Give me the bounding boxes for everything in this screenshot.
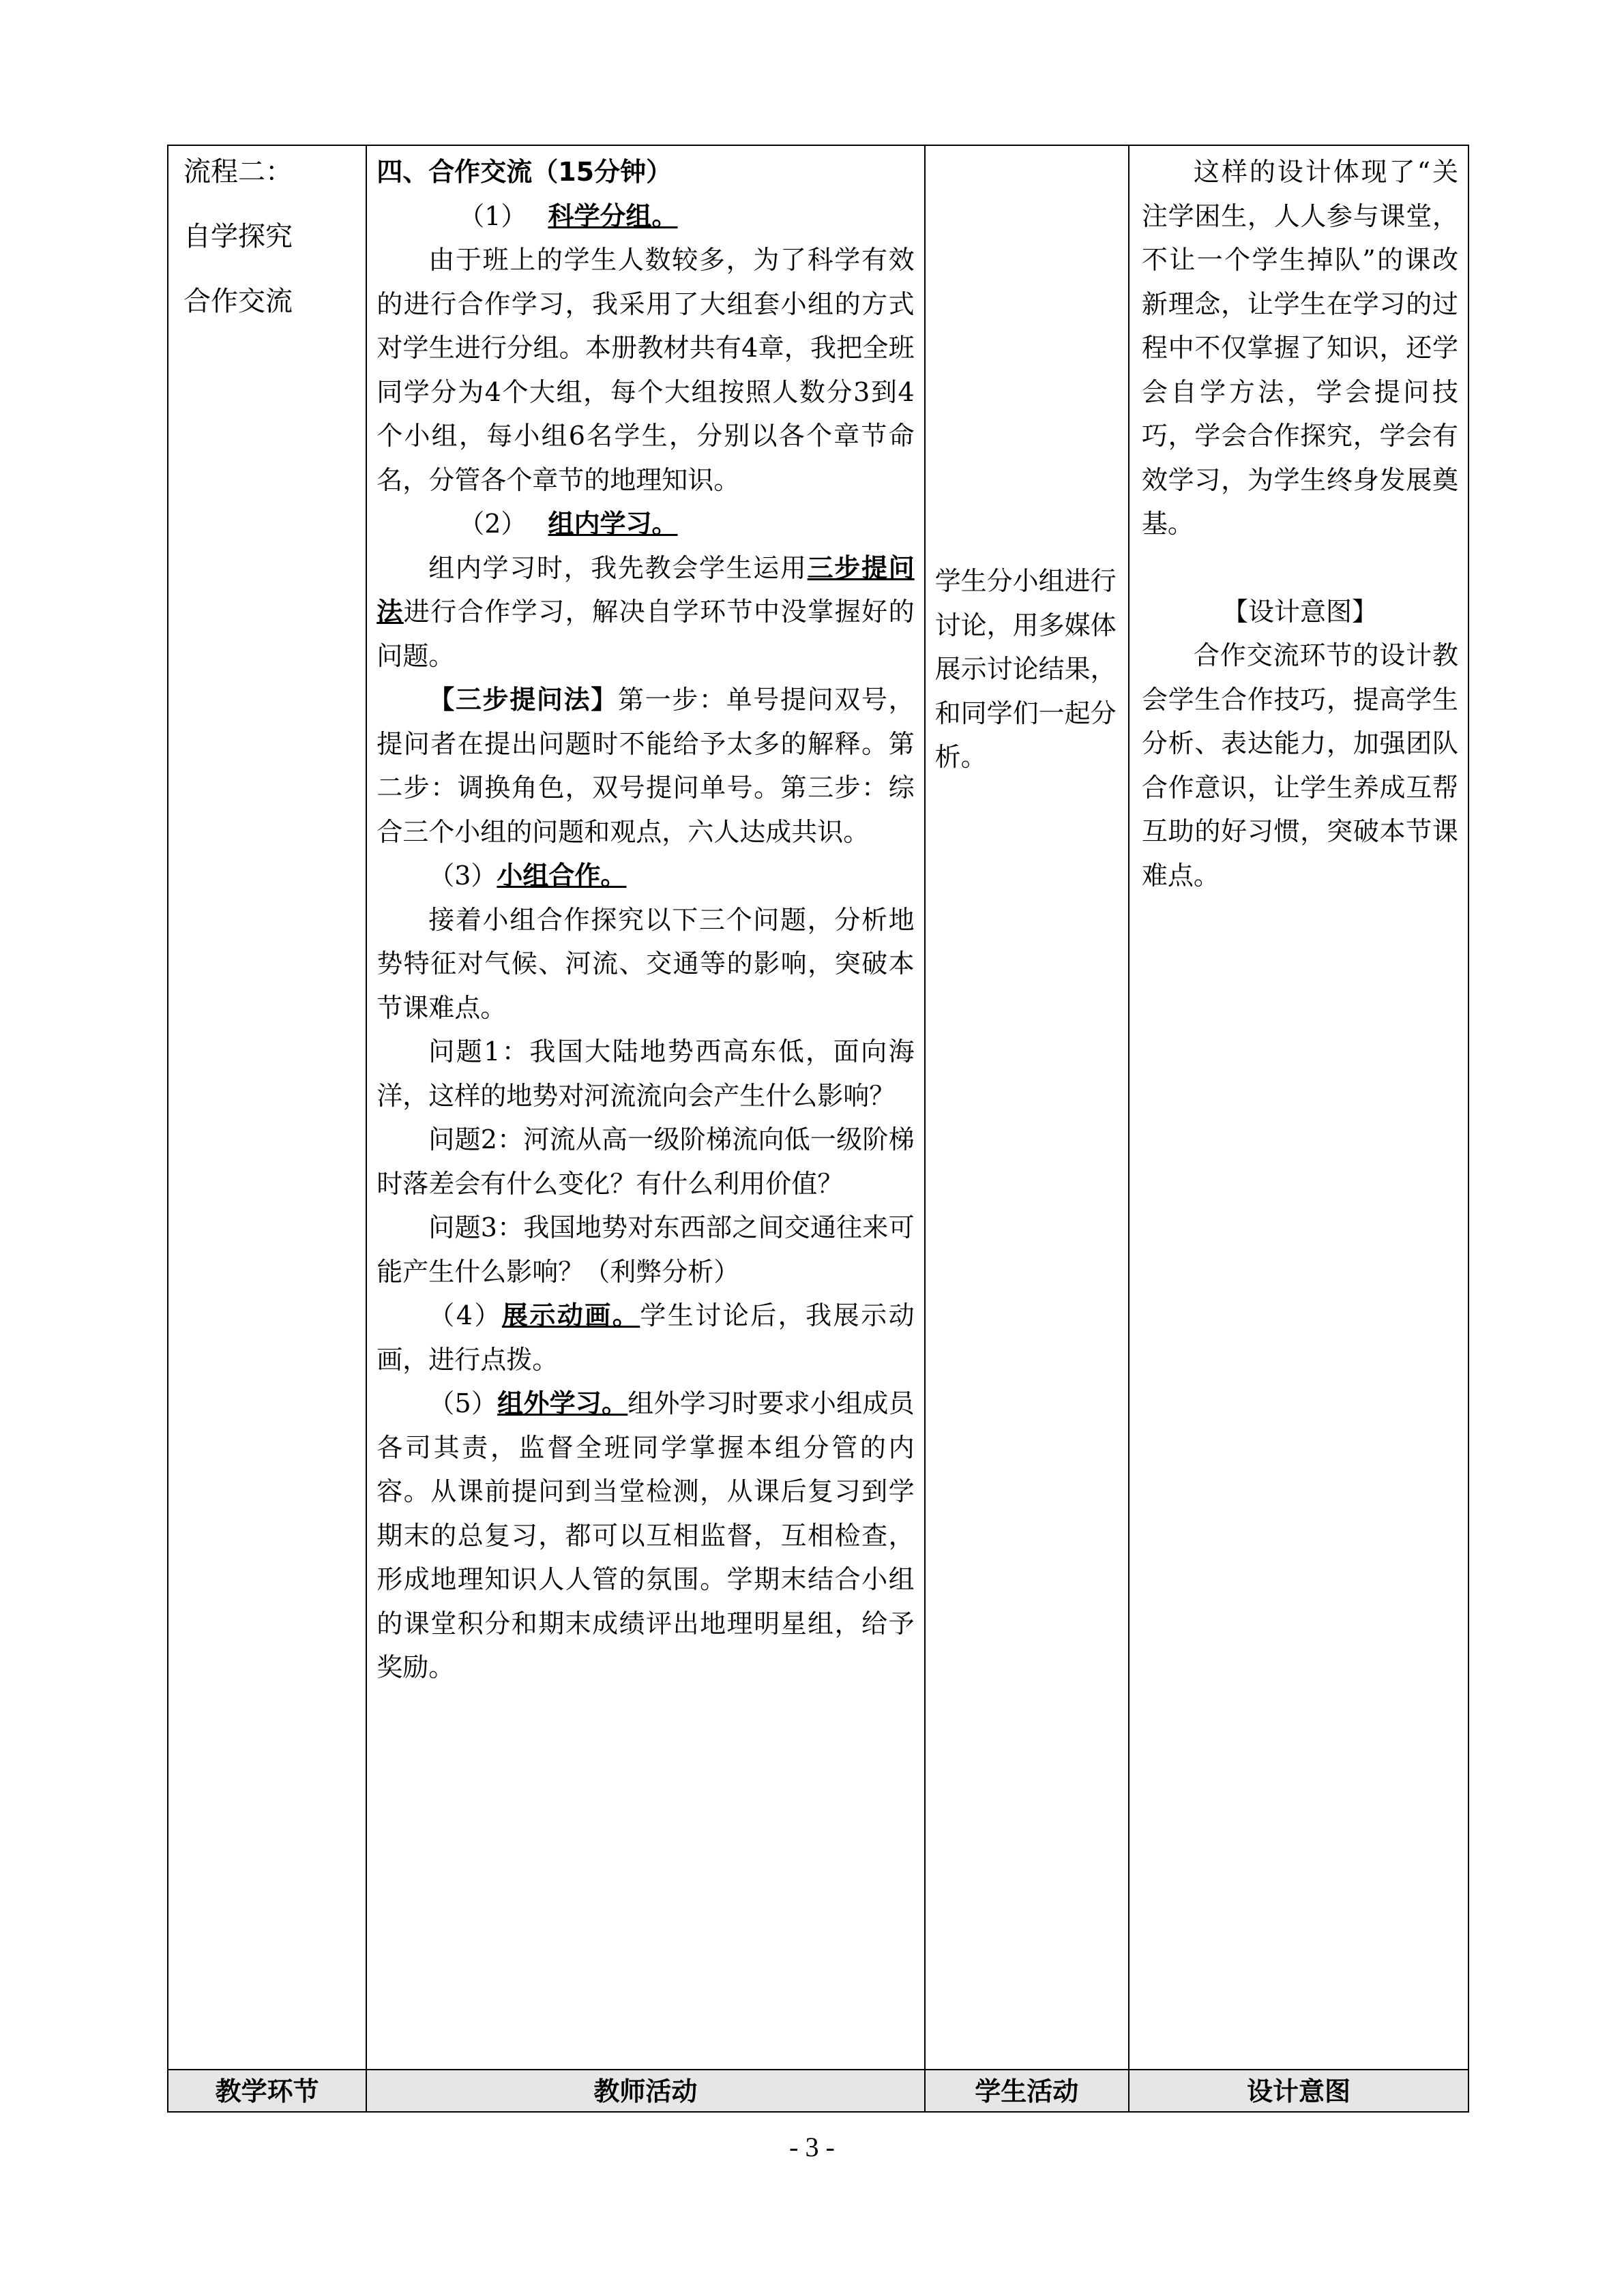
paragraph: 由于班上的学生人数较多，为了科学有效的进行合作学习，我采用了大组套小组的方式对学生进行分组。本册教材共有4章，我把全班同学分为4个大组，每个大组按照人数分3到4个小组，每小组6名学生，分别以各个章节命名，分管各个章节的地理知识。	[377, 245, 915, 495]
question: 问题3：我国地势对东西部之间交通往来可能产生什么影响？（利弊分析）	[377, 1212, 915, 1287]
step-title: 组外学习。	[497, 1388, 628, 1418]
step-title: 小组合作。	[497, 861, 627, 891]
stage-line: 流程二：	[183, 156, 293, 188]
step-number: （1）	[458, 200, 514, 231]
step-number: （3）	[428, 861, 497, 891]
header-teacher-activity: 教师活动	[366, 2070, 924, 2112]
step-heading	[377, 502, 914, 546]
spacer	[1142, 546, 1458, 590]
table-row	[168, 145, 1468, 2070]
paragraph-text: 第一步：单号提问双号，提问者在提出问题时不能给予太多的解释。第二步：调换角色，双号提问单号。第三步：综合三个小组的问题和观点，六人达成共识。	[377, 685, 915, 847]
question: 问题1：我国大陆地势西高东低，面向海洋，这样的地势对河流流向会产生什么影响？	[377, 1037, 915, 1111]
student-activity-text: 学生分小组进行讨论，用多媒体展示讨论结果，和同学们一起分析。	[934, 566, 1117, 772]
step-heading	[377, 854, 914, 898]
paragraph-text: 组内学习时，我先教会学生运用	[428, 552, 808, 583]
stage-line: 合作交流	[183, 286, 293, 317]
lesson-plan-table	[167, 145, 1469, 2113]
paragraph: 合作交流环节的设计教会学生合作技巧，提高学生分析、表达能力，加强团队合作意识，让学生养成互帮互助的好习惯，突破本节课难点。	[1141, 640, 1458, 891]
header-student-activity: 学生活动	[925, 2070, 1129, 2112]
design-intent-label: 【设计意图】	[1222, 596, 1378, 627]
step-title: 科学分组。	[548, 200, 678, 231]
paragraph	[377, 1382, 914, 1690]
header-stage: 教学环节	[168, 2070, 366, 2112]
question: 问题2：河流从高一级阶梯流向低一级阶梯时落差会有什么变化？有什么利用价值？	[377, 1124, 915, 1199]
paragraph-text: 学生讨论后，我展示动画，进行点拨。	[377, 1300, 915, 1375]
paragraph	[377, 546, 914, 679]
paragraph-text: 进行合作学习，解决自学环节中没掌握好的问题。	[377, 597, 915, 671]
paragraph: 接着小组合作探究以下三个问题，分析地势特征对气候、河流、交通等的影响，突破本节课难点。	[377, 904, 915, 1023]
header-design-intent: 设计意图	[1129, 2070, 1468, 2112]
step-title: 展示动画。	[501, 1300, 640, 1330]
paragraph	[377, 1294, 914, 1382]
paragraph-text: 组外学习时要求小组成员各司其责，监督全班同学掌握本组分管的内容。从课前提问到当堂检测，从课后复习到学期末的总复习，都可以互相监督，互相检查，形成地理知识人人管的氛围。学期末结合小组的课堂积分和期末成绩评出地理明星组，给予奖励。	[377, 1388, 915, 1682]
paragraph: 这样的设计体现了“关注学困生，人人参与课堂，不让一个学生掉队”的课改新理念，让学生在学习的过程中不仅掌握了知识，还学会自学方法，学会提问技巧，学会合作探究，学会有效学习，为学生终身发展奠基。	[1141, 157, 1458, 539]
step-number: （5）	[428, 1388, 498, 1418]
method-link: 三步提问法	[377, 552, 915, 627]
step-number: （2）	[458, 509, 514, 539]
design-intent-cell	[1129, 145, 1468, 2070]
student-activity-cell	[925, 145, 1129, 2070]
stage-cell	[168, 145, 366, 2070]
step-title: 组内学习。	[548, 509, 678, 539]
page-number: - 3 -	[789, 2132, 835, 2162]
paragraph	[377, 678, 914, 854]
method-label: 【三步提问法】	[428, 685, 618, 715]
section-title: 四、合作交流（15分钟）	[377, 157, 673, 187]
stage-line: 自学探究	[183, 221, 293, 252]
step-heading	[377, 194, 914, 239]
teacher-activity-cell	[366, 145, 924, 2070]
table-header-row	[168, 2070, 1468, 2112]
step-number: （4）	[428, 1300, 502, 1330]
